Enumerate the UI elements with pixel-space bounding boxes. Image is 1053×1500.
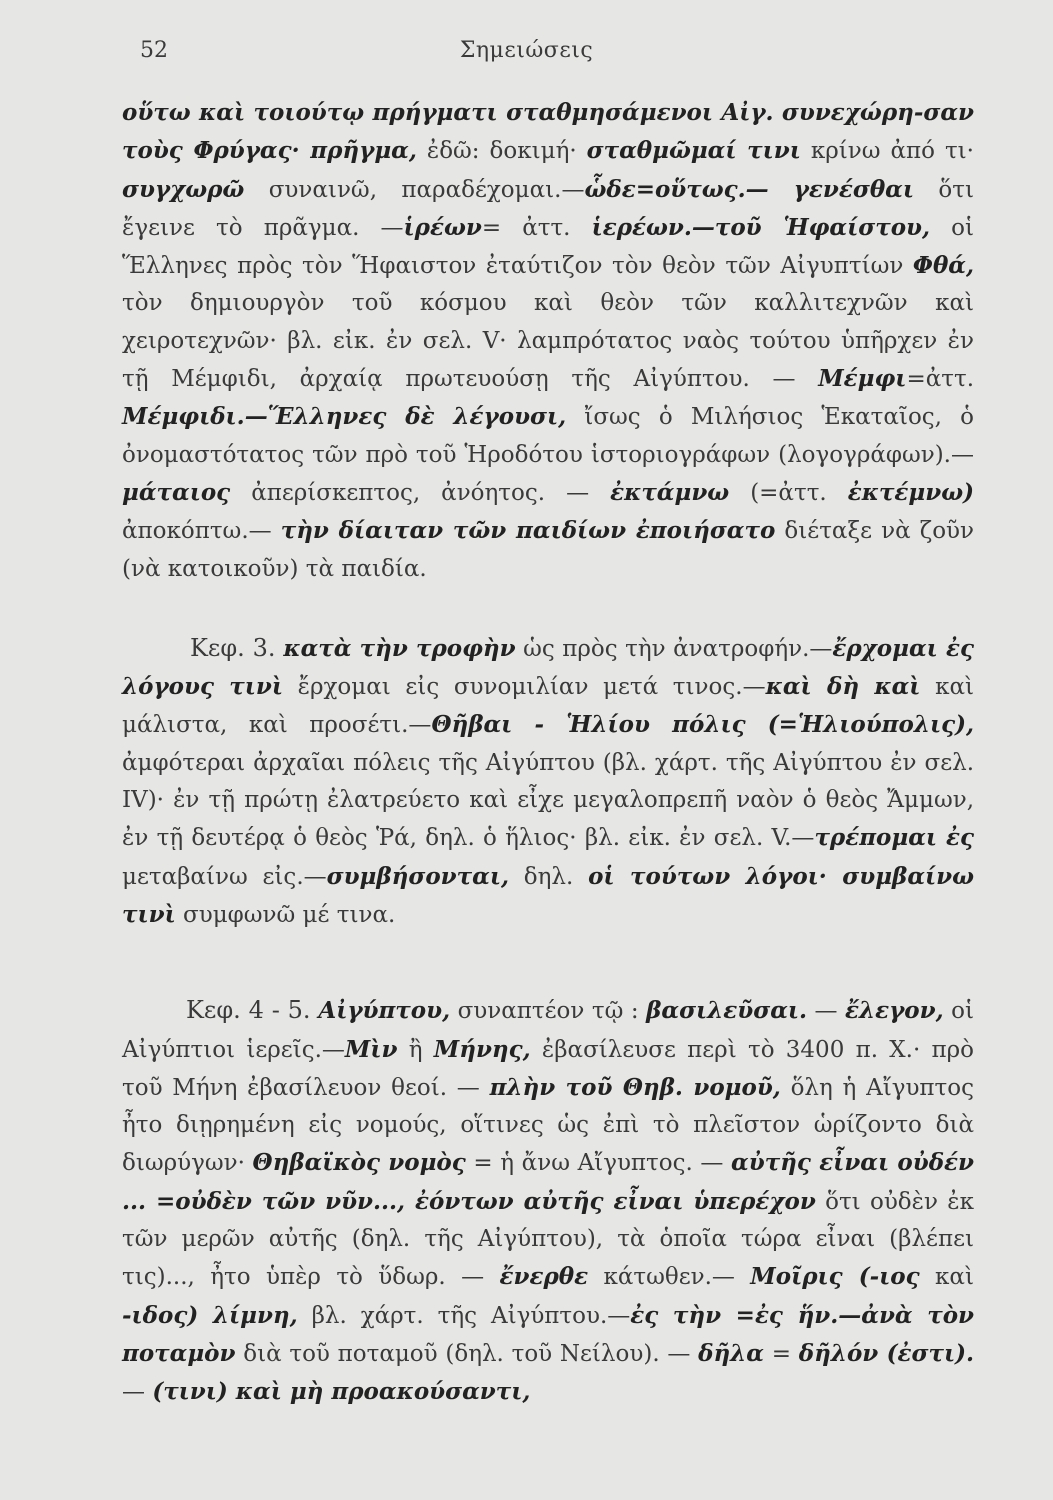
lemma: Μοῖρις (-ιος xyxy=(750,1263,920,1291)
gloss-text: = ἀττ. xyxy=(481,214,592,241)
lemma: ὧδε=οὕτως.— γενέσθαι xyxy=(584,175,914,203)
lemma: πλὴν τοῦ Θηβ. νομοῦ, xyxy=(489,1073,781,1101)
note-paragraph-1 xyxy=(122,94,974,588)
gloss-text: συμφωνῶ μέ τινα. xyxy=(175,901,396,928)
lemma: τρέπομαι ἐς xyxy=(814,824,974,852)
lemma: δῆλα xyxy=(698,1339,764,1367)
gloss-text: καὶ xyxy=(919,1264,974,1291)
gloss-text: κρίνω ἀπό τι· xyxy=(800,138,974,165)
chapter-label: Κεφ. 3. xyxy=(190,633,284,662)
lemma: δῆλόν (ἐστι). xyxy=(798,1339,974,1367)
lemma: ἱρέων xyxy=(403,213,482,241)
lemma: ἐκτέμνω) xyxy=(847,478,974,506)
gloss-text: τὸν δημιουργὸν τοῦ κόσμου καὶ θεὸν τῶν καλλιτεχνῶν καὶ χειροτεχνῶν· βλ. εἰκ. ἐν σελ. V· λαμπρότατος ναὸς τούτου ὑπῆρχεν ἐν τῇ Μέμφιδι, ἀρχαίᾳ πρωτευούσῃ τῆς Αἰγύπτου. — xyxy=(122,290,974,393)
lemma: συμβήσονται, xyxy=(326,862,509,890)
lemma: -ιδος) λίμνη, xyxy=(122,1301,298,1329)
lemma: ἐς τὴν =ἐς ἥν.—ἀνὰ τὸν ποταμὸν xyxy=(122,1301,975,1367)
lemma: Μέμφιδι.—Ἕλληνες δὲ λέγουσι, xyxy=(122,403,567,431)
lemma: ἔλεγον, xyxy=(845,997,944,1025)
lemma: Φθά, xyxy=(912,252,974,280)
gloss-text: ἔρχομαι εἰς συνομιλίαν μετά τινος.— xyxy=(282,674,766,701)
gloss-text: μεταβαίνω εἰς.— xyxy=(122,863,327,890)
gloss-text: ὅτι οὐδὲν ἐκ τῶν μερῶν αὐτῆς (δηλ. τῆς Αἰγύπτου), τὰ ὁποῖα τώρα εἶναι (βλέπει τις)..., ἦτο ὑπὲρ τὸ ὕδωρ. — xyxy=(122,1188,974,1291)
lemma: ἐκτάμνω xyxy=(610,478,730,506)
gloss-text: ἀποκόπτω.— xyxy=(122,518,281,545)
lemma: ἔνερθε xyxy=(499,1263,589,1291)
lemma: αὐτῆς εἶναι οὐδέν ... =οὐδὲν τῶν νῦν..., ἐόντων αὐτῆς εἶναι ὑπερέχον xyxy=(122,1149,974,1215)
gloss-text: =ἀττ. xyxy=(906,366,974,393)
lemma: Μέμφι xyxy=(818,365,907,393)
lemma: βασιλεῦσαι. xyxy=(646,997,808,1025)
note-paragraph-chapter-3 xyxy=(122,630,974,934)
lemma: τὴν δίαιταν τῶν παιδίων ἐποιήσατο xyxy=(280,517,776,545)
page-number: 52 xyxy=(140,38,168,63)
lemma: Αἰγύπτου, xyxy=(318,997,451,1025)
lemma: καὶ δὴ καὶ xyxy=(765,673,921,701)
lemma: συγχωρῶ xyxy=(122,175,245,203)
lemma: κατὰ τὴν τροφὴν xyxy=(283,634,516,662)
gloss-text: ἀμφότεραι ἀρχαῖαι πόλεις τῆς Αἰγύπτου (βλ. χάρτ. τῆς Αἰγύπτου ἐν σελ. IV)· ἐν τῇ πρώτῃ ἐλατρεύετο καὶ εἶχε μεγαλοπρεπῆ ναὸν ὁ θεὸς Ἄμμων, ἐν τῇ δευτέρᾳ ὁ θεὸς Ῥά, δηλ. ὁ ἥλιος· βλ. εἰκ. ἐν σελ. V.— xyxy=(122,749,974,852)
gloss-text: ἀπερίσκεπτος, ἀνόητος. — xyxy=(230,479,611,506)
gloss-text: κάτωθεν.— xyxy=(588,1264,751,1291)
gloss-text: ὡς πρὸς τὴν ἀνατροφήν.— xyxy=(515,635,833,662)
gloss-text: — xyxy=(122,1379,153,1406)
lemma: Μὶν xyxy=(344,1035,398,1063)
gloss-text: βλ. χάρτ. τῆς Αἰγύπτου.— xyxy=(297,1302,631,1329)
note-paragraph-chapter-4-5 xyxy=(122,992,974,1411)
chapter-label: Κεφ. 4 - 5. xyxy=(186,996,319,1025)
lemma: Θηβαϊκὸς νομὸς xyxy=(252,1149,466,1177)
lemma: Θῆβαι - Ἡλίου πόλις (=Ἡλιούπολις), xyxy=(431,711,975,739)
notes-body xyxy=(122,94,974,1412)
lemma: (τινι) καὶ μὴ προακούσαντι, xyxy=(152,1378,531,1406)
running-title: Σημειώσεις xyxy=(459,38,594,63)
gloss-text: = ἡ ἄνω Αἴγυπτος. — xyxy=(465,1150,732,1177)
gloss-text: = xyxy=(764,1340,799,1367)
gloss-text: — xyxy=(807,998,846,1025)
lemma: μάταιος xyxy=(122,478,231,506)
gloss-text: συναπτέον τῷ : xyxy=(450,998,647,1025)
gloss-text: διὰ τοῦ ποταμοῦ (δηλ. τοῦ Νείλου). — xyxy=(235,1340,699,1367)
lemma: ἱερέων.—τοῦ Ἡφαίστου, xyxy=(591,213,930,241)
gloss-text: ἴσως ὁ Μιλήσιος Ἑκαταῖος, ὁ ὀνομαστότατος τῶν πρὸ τοῦ Ἡροδότου ἱστοριογράφων (λογογράφων).— xyxy=(122,404,975,468)
gloss-text: ὅλη ἡ Αἴγυπτος ἦτο διῃρημένη εἰς νομούς, οἵτινες ὡς ἐπὶ τὸ πλεῖστον ὡρίζοντο διὰ διωρύγων· xyxy=(122,1074,975,1177)
gloss-text: ἐβασίλευσε περὶ τὸ 3400 π. Χ.· πρὸ τοῦ Μήνη ἐβασίλευον θεοί. — xyxy=(122,1036,974,1101)
lemma: ἔρχομαι ἐς λόγους τινὶ xyxy=(122,634,974,701)
gloss-text: ἢ xyxy=(397,1036,434,1063)
gloss-text: δηλ. xyxy=(508,863,589,890)
lemma: οὕτω καὶ τοιούτῳ πρήγματι σταθμησάμενοι Αἰγ. συνεχώρη-σαν τοὺς Φρύγας· πρῆγμα, xyxy=(122,99,974,165)
gloss-text: οἱ Αἰγύπτιοι ἱερεῖς.— xyxy=(122,998,974,1063)
gloss-text: ἐδῶ: δοκιμή· xyxy=(416,138,587,165)
gloss-text: διέταξε νὰ ζοῦν (νὰ κατοικοῦν) τὰ παιδία. xyxy=(122,518,975,582)
gloss-text: (=ἀττ. xyxy=(729,479,848,506)
lemma: Μήνης, xyxy=(433,1035,531,1063)
gloss-text: οἱ Ἕλληνες πρὸς τὸν Ἥφαιστον ἐταύτιζον τὸν θεὸν τῶν Αἰγυπτίων xyxy=(122,214,974,280)
gloss-text: συναινῶ, παραδέχομαι.— xyxy=(244,176,585,203)
lemma: σταθμῶμαί τινι xyxy=(586,137,801,165)
gloss-text: καὶ μάλιστα, καὶ προσέτι.— xyxy=(122,674,974,739)
gloss-text: ὅτι ἔγεινε τὸ πρᾶγμα. — xyxy=(122,176,974,241)
lemma: οἱ τούτων λόγοι· συμβαίνω τινὶ xyxy=(122,862,975,928)
